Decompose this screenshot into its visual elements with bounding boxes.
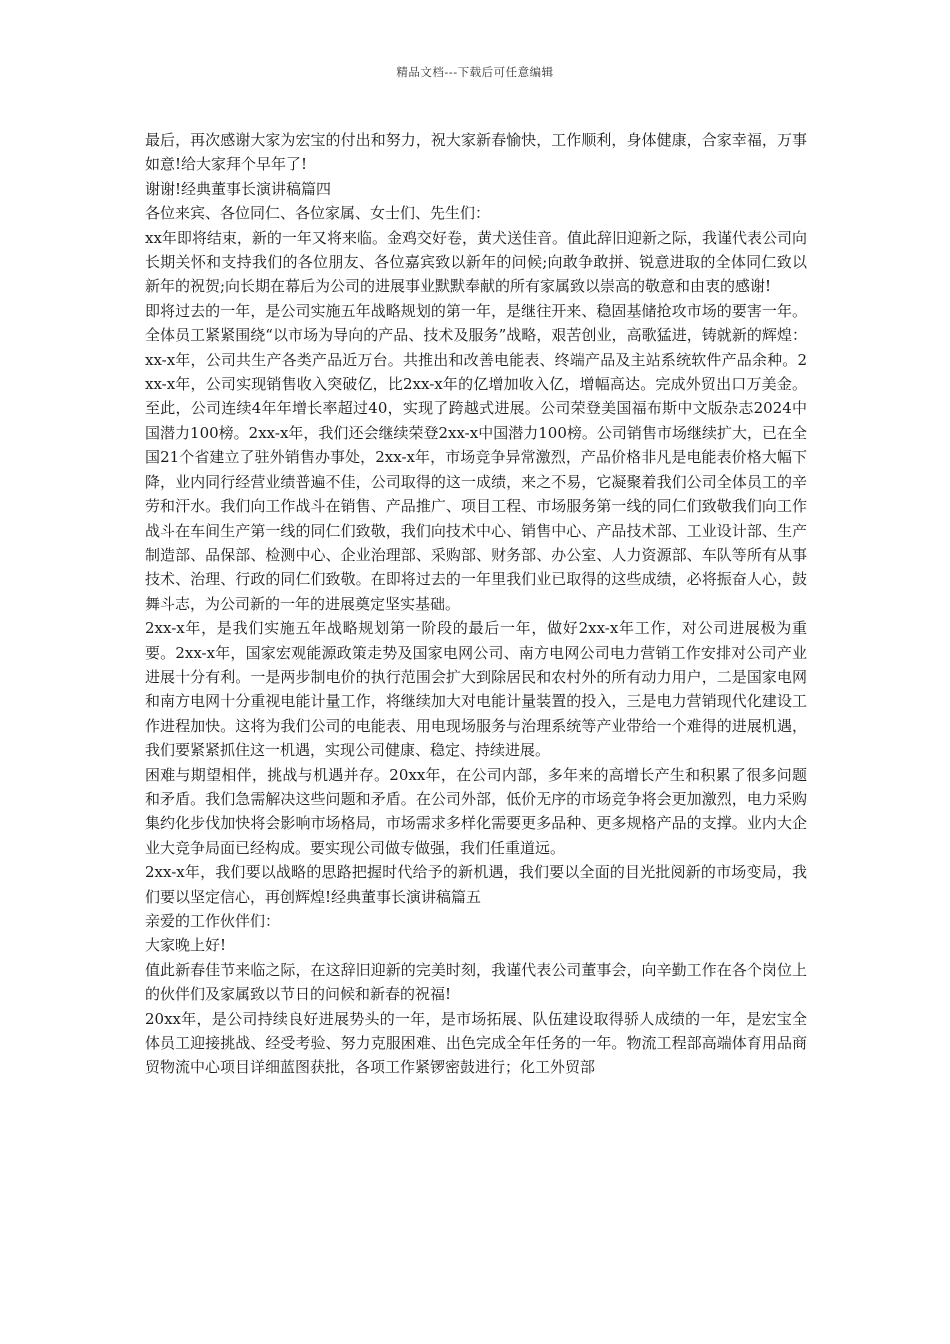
- paragraph: 最后，再次感谢大家为宏宝的付出和努力，祝大家新春愉快，工作顺利，身体健康，合家幸福，万事如意!给大家拜个早年了!: [145, 131, 807, 174]
- paragraph: 大家晚上好!: [145, 936, 227, 955]
- paragraph: xx年即将结束，新的一年又将来临。金鸡交好卷，黄犬送佳音。值此辞旧迎新之际，我谨代表公司向长期关怀和支持我们的各位朋友、各位嘉宾致以新年的问候;向敢争敢拼、锐意进取的全体同仁致以新年的祝贺;向长期在幕后为公司的进展事业默默奉献的所有家属致以崇高的敬意和由衷的感谢!: [145, 228, 807, 296]
- document-body: [145, 128, 807, 1080]
- paragraph: 即将过去的一年，是公司实施五年战略规划的第一年，是继往开来、稳固基储抢攻市场的要害一年。全体员工紧紧围绕“以市场为导向的产品、技术及服务”战略，艰苦创业，高歌猛进，铸就新的辉煌：xx-x年，公司共生产各类产品近万台。共推出和改善电能表、终端产品及主站系统软件产品余种。2xx-x年，公司实现销售收入突破亿，比2xx-x年的亿增加收入亿，增幅高达。完成外贸出口万美金。至此，公司连续4年年增长率超过40，实现了跨越式进展。公司荣登美国福布斯中文版杂志2024中国潜力100榜。2xx-x年，我们还会继续荣登2xx-x中国潜力100榜。公司销售市场继续扩大，已在全国21个省建立了驻外销售办事处，2xx-x年，市场竞争异常激烈，产品价格非凡是电能表价格大幅下降，业内同行经营业绩普遍不佳，公司取得的这一成绩，来之不易，它凝聚着我们公司全体员工的辛劳和汗水。我们向工作战斗在销售、产品推广、项目工程、市场服务第一线的同仁们致敬我们向工作战斗在车间生产第一线的同仁们致敬，我们向技术中心、销售中心、产品技术部、工业设计部、生产制造部、品保部、检测中心、企业治理部、采购部、财务部、办公室、人力资源部、车队等所有从事技术、治理、行政的同仁们致敬。在即将过去的一年里我们业已取得的这些成绩，必将振奋人心，鼓舞斗志，为公司新的一年的进展奠定坚实基础。: [145, 301, 807, 613]
- paragraph: 困难与期望相伴，挑战与机遇并存。20xx年，在公司内部，多年来的高增长产生和积累了很多问题和矛盾。我们急需解决这些问题和矛盾。在公司外部，低价无序的市场竞争将会更加激烈，电力采购集约化步伐加快将会影响市场格局，市场需求多样化需要更多品种、更多规格产品的支撑。业内大企业大竞争局面已经构成。要实现公司做专做强，我们任重道远。: [145, 765, 807, 857]
- paragraph: 谢谢!经典董事长演讲稿篇四: [145, 179, 332, 198]
- paragraph: 20xx年，是公司持续良好进展势头的一年，是市场拓展、队伍建设取得骄人成绩的一年，是宏宝全体员工迎接挑战、经受考验、努力克服困难、出色完成全年任务的一年。物流工程部高端体育用品商贸物流中心项目详细蓝图获批，各项工作紧锣密鼓进行；化工外贸部: [145, 1009, 807, 1077]
- paragraph: 2xx-x年，我们要以战略的思路把握时代给予的新机遇，我们要以全面的目光批阅新的市场变局，我们要以坚定信心，再创辉煌!经典董事长演讲稿篇五: [145, 863, 807, 906]
- paragraph: 值此新春佳节来临之际，在这辞旧迎新的完美时刻，我谨代表公司董事会，向辛勤工作在各个岗位上的伙伴们及家属致以节日的问候和新春的祝福!: [145, 960, 807, 1004]
- paragraph: 2xx-x年，是我们实施五年战略规划第一阶段的最后一年，做好2xx-x年工作，对公司进展极为重要。2xx-x年，国家宏观能源政策走势及国家电网公司、南方电网公司电力营销工作安排对公司产业进展十分有利。一是两步制电价的执行范围会扩大到除居民和农村外的所有动力用户，二是国家电网和南方电网十分重视电能计量工作，将继续加大对电能计量装置的投入，三是电力营销现代化建设工作进程加快。这将为我们公司的电能表、用电现场服务与治理系统等产业带给一个难得的进展机遇，我们要紧紧抓住这一机遇，实现公司健康、稳定、持续进展。: [145, 619, 807, 760]
- paragraph: 各位来宾、各位同仁、各位家属、女士们、先生们：: [145, 204, 491, 223]
- paragraph: 亲爱的工作伙伴们：: [145, 912, 281, 930]
- page-header: 精品文档---下载后可任意编辑: [396, 65, 554, 79]
